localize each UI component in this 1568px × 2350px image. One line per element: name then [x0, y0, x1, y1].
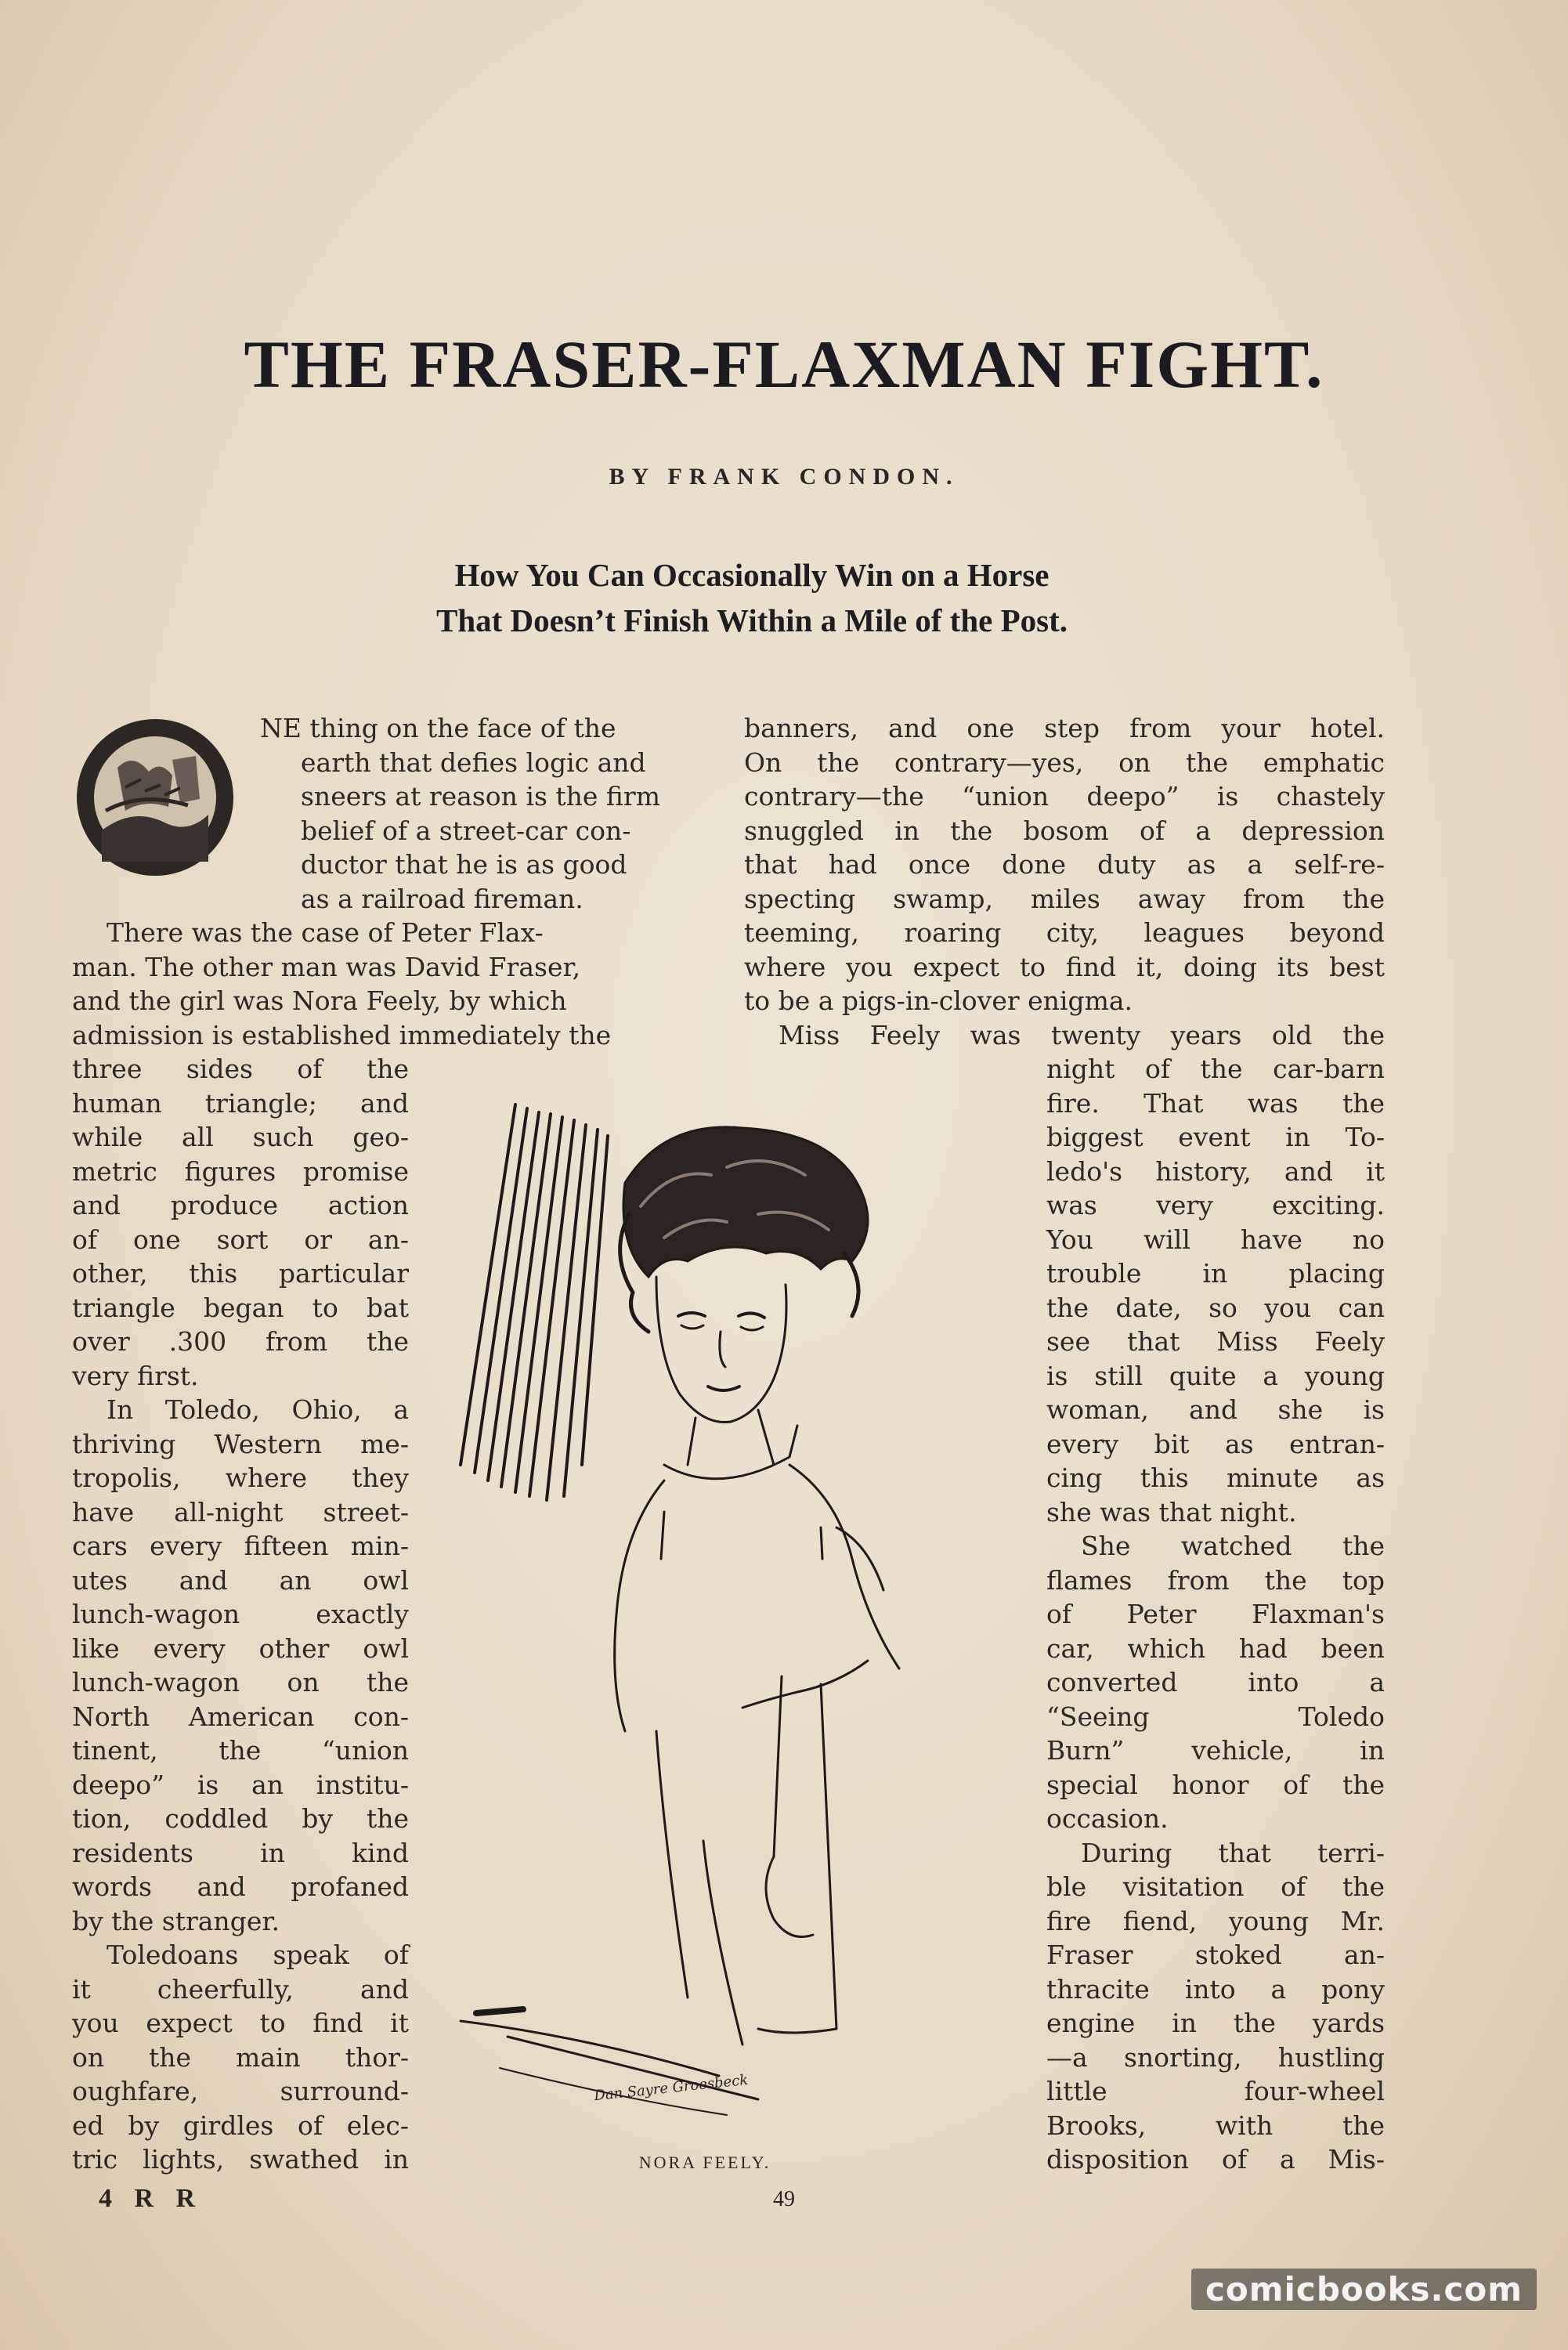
text-line: thriving Western me-	[72, 1428, 409, 1459]
text-line: flames from the top	[1046, 1564, 1385, 1596]
subhead-line: That Doesn’t Finish Within a Mile of the Post.	[435, 602, 1068, 638]
text-line: trouble in placing	[1046, 1258, 1385, 1289]
text-line: the date, so you can	[1046, 1292, 1385, 1323]
text-line: that had once done duty as a self-re-	[744, 849, 1385, 880]
text-line: —a snorting, hustling	[1046, 2041, 1385, 2073]
text-line: In Toledo, Ohio, a	[107, 1394, 409, 1425]
artist-signature: Dan Sayre Groesbeck	[593, 2071, 750, 2105]
text-line: deepo” is an institu-	[72, 1769, 409, 1800]
text-line: tion, coddled by the	[72, 1803, 409, 1834]
text-line: where you expect to find it, doing its best	[744, 951, 1385, 982]
text-line: like every other owl	[72, 1632, 409, 1664]
text-line: on the main thor-	[72, 2041, 409, 2073]
text-line: admission is established immediately the	[72, 1019, 612, 1050]
text-line: was very exciting.	[1046, 1190, 1385, 1220]
source-watermark: comicbooks.com	[1191, 2269, 1537, 2310]
text-line: specting swamp, miles away from the	[744, 883, 1385, 914]
text-line: engine in the yards	[1046, 2008, 1385, 2038]
text-line: utes and an owl	[72, 1564, 409, 1596]
text-line: On the contrary—yes, on the emphatic	[744, 747, 1385, 778]
text-line: Fraser stoked an-	[1046, 1940, 1385, 1970]
text-line: ble visitation of the	[1046, 1871, 1385, 1902]
text-line: thracite into a pony	[1046, 1973, 1385, 2005]
text-line: words and profaned	[72, 1871, 409, 1902]
text-line: oughfare, surround-	[72, 2076, 409, 2106]
text-line: special honor of the	[1046, 1769, 1385, 1800]
text-line: and the girl was Nora Feely, by which	[72, 985, 567, 1016]
text-line: biggest event in To-	[1046, 1122, 1385, 1152]
text-line: cars every fifteen min-	[72, 1531, 409, 1561]
article-title: THE FRASER-FLAXMAN FIGHT.	[244, 327, 1324, 402]
text-line: tinent, the “union	[72, 1735, 409, 1766]
text-line: every bit as entran-	[1046, 1428, 1385, 1459]
text-line: other, this particular	[72, 1258, 409, 1289]
text-line: NE thing on the face of the	[260, 713, 616, 743]
text-line: belief of a street-car con-	[301, 815, 631, 846]
text-line: metric figures promise	[72, 1155, 409, 1187]
text-line: disposition of a Mis-	[1046, 2144, 1385, 2175]
text-line: ed by girdles of elec-	[72, 2110, 409, 2141]
page-number: 49	[773, 2187, 795, 2211]
text-line: over .300 from the	[72, 1326, 409, 1357]
text-line: residents in kind	[72, 1837, 409, 1868]
text-line: “Seeing Toledo	[1046, 1701, 1385, 1732]
text-line: contrary—the “union deepo” is chastely	[744, 781, 1385, 812]
text-line: Miss Feely was twenty years old the	[779, 1019, 1385, 1050]
text-line: of Peter Flaxman's	[1046, 1599, 1385, 1629]
text-line: banners, and one step from your hotel.	[744, 713, 1385, 743]
text-line: while all such geo-	[72, 1122, 409, 1152]
woman-portrait-drawing	[429, 1058, 1024, 2146]
text-line: see that Miss Feely	[1046, 1326, 1385, 1357]
text-line: Toledoans speak of	[107, 1940, 409, 1970]
text-line: During that terri-	[1081, 1837, 1385, 1868]
text-line: ductor that he is as good	[301, 849, 627, 880]
text-line: as a railroad fireman.	[301, 883, 583, 914]
text-line: she was that night.	[1046, 1496, 1297, 1528]
left-column	[72, 711, 660, 2177]
text-line: you expect to find it	[72, 2008, 409, 2038]
text-line: converted into a	[1046, 1667, 1385, 1697]
text-line: occasion.	[1046, 1803, 1169, 1834]
text-line: Burn” vehicle, in	[1046, 1735, 1385, 1766]
text-line: fire fiend, young Mr.	[1046, 1905, 1385, 1936]
text-line: sneers at reason is the firm	[301, 781, 660, 812]
nora-feely-illustration	[429, 1058, 1024, 2146]
text-line: ledo's history, and it	[1046, 1155, 1385, 1187]
text-line: little four-wheel	[1046, 2076, 1385, 2106]
text-line: night of the car-barn	[1046, 1054, 1385, 1084]
text-line: by the stranger.	[72, 1905, 280, 1936]
text-line: car, which had been	[1046, 1632, 1385, 1664]
text-line: three sides of the	[72, 1054, 409, 1084]
text-line: of one sort or an-	[72, 1224, 409, 1255]
text-line: Brooks, with the	[1046, 2110, 1385, 2141]
text-line: triangle began to bat	[72, 1292, 409, 1323]
text-line: have all-night street-	[72, 1496, 409, 1528]
text-line: and produce action	[72, 1190, 409, 1220]
text-line: tric lights, swathed in	[72, 2144, 409, 2175]
text-line: it cheerfully, and	[72, 1973, 409, 2005]
text-line: lunch-wagon exactly	[72, 1599, 409, 1629]
text-line: teeming, roaring city, leagues beyond	[744, 917, 1385, 948]
text-line: lunch-wagon on the	[72, 1667, 409, 1697]
text-line: is still quite a young	[1046, 1360, 1385, 1391]
article-subhead	[266, 552, 1237, 643]
text-line: man. The other man was David Fraser,	[72, 951, 581, 982]
text-line: There was the case of Peter Flax-	[107, 917, 544, 948]
text-line: You will have no	[1046, 1224, 1385, 1255]
subhead-line: How You Can Occasionally Win on a Horse	[454, 557, 1050, 593]
signature-mark: 4 R R	[99, 2184, 204, 2213]
author-byline: BY FRANK CONDON.	[609, 464, 959, 490]
text-line: human triangle; and	[72, 1087, 409, 1119]
text-line: cing this minute as	[1046, 1462, 1385, 1493]
text-line: very first.	[72, 1360, 199, 1391]
right-column-top	[744, 711, 1385, 1052]
right-column-narrow	[1046, 1052, 1385, 2177]
text-line: to be a pigs-in-clover enigma.	[744, 985, 1133, 1016]
text-line: She watched the	[1081, 1531, 1385, 1561]
text-line: snuggled in the bosom of a depression	[744, 815, 1385, 846]
text-line: tropolis, where they	[72, 1462, 409, 1493]
text-line: North American con-	[72, 1701, 409, 1732]
text-line: woman, and she is	[1046, 1394, 1385, 1425]
text-line: fire. That was the	[1046, 1087, 1385, 1119]
illustration-caption: NORA FEELY.	[638, 2153, 771, 2172]
text-line: earth that defies logic and	[301, 747, 646, 778]
